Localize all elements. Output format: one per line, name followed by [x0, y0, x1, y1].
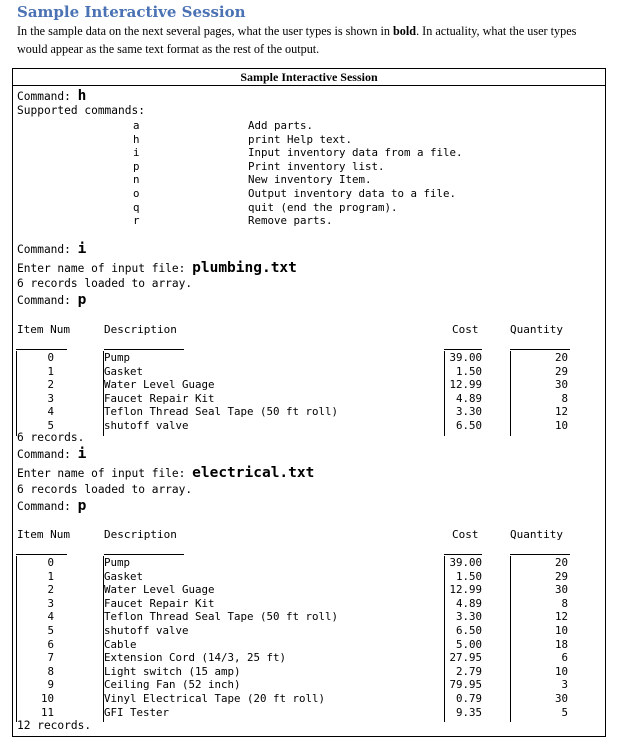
- table2-rule-item: [16, 554, 67, 555]
- table2-item-num: 1: [47, 569, 54, 583]
- table2-item-description: Teflon Thread Seal Tape (50 ft roll): [104, 610, 339, 624]
- table2-rule-cost: [444, 554, 482, 555]
- help-command-keys: [133, 119, 140, 228]
- table2-item-cost: 4.89: [455, 596, 482, 610]
- load-result-2: 6 records loaded to array.: [17, 483, 193, 496]
- help-command-description: Print inventory list.: [248, 159, 385, 173]
- table2-item-num: 9: [47, 678, 54, 692]
- table2-header-cost: Cost: [452, 528, 479, 541]
- table2-item-description: Pump: [104, 556, 131, 569]
- table1-item-cost: 39.00: [449, 351, 482, 364]
- table2-item-quantity: 29: [554, 569, 568, 583]
- table1-item-cost: 12.99: [449, 378, 482, 392]
- session-box: [12, 68, 606, 737]
- help-command-description: print Help text.: [248, 132, 353, 146]
- table2-item-quantity: 18: [554, 637, 568, 651]
- user-input-p-2: p: [77, 498, 87, 514]
- help-command-key: i: [133, 146, 140, 160]
- table2-header-description: Description: [104, 528, 177, 541]
- table2-item-num: 11: [40, 705, 54, 719]
- table2-item-cost: 1.50: [455, 569, 482, 583]
- table2-item-description: Extension Cord (14/3, 25 ft): [104, 651, 287, 665]
- table1-item-description: Teflon Thread Seal Tape (50 ft roll): [104, 405, 339, 419]
- user-input-i-1: i: [77, 241, 87, 257]
- table2-item-num: 7: [47, 651, 54, 665]
- help-command-key: r: [133, 214, 140, 228]
- table2-item-num: 4: [47, 610, 54, 624]
- table1-rule-quantity: [510, 349, 570, 350]
- table2-item-num: 2: [47, 583, 54, 597]
- intro-text-2: . In actuality, what the user types would appear as the same text format as the rest of the output.: [17, 24, 577, 56]
- table2-item-quantity: 30: [554, 691, 568, 705]
- table1-item-quantity: 10: [554, 418, 568, 432]
- table2-item-cost: 5.00: [455, 637, 482, 651]
- command-line-print-1: [17, 292, 86, 308]
- help-command-key: p: [133, 159, 140, 173]
- help-command-description: Input inventory data from a file.: [248, 146, 463, 160]
- user-input-i-2: i: [77, 446, 87, 462]
- table2-item-num: 5: [47, 623, 54, 637]
- table2-item-cost: 9.35: [455, 705, 482, 719]
- file-prompt-label: Enter name of input file:: [17, 262, 193, 275]
- file-prompt-2: [17, 465, 314, 481]
- table1-col-cost: [444, 351, 482, 433]
- intro-bold-word: bold: [393, 24, 417, 38]
- table2-item-description: GFI Tester: [104, 705, 170, 719]
- table2-item-cost: 3.30: [455, 610, 482, 624]
- help-command-description: Output inventory data to a file.: [248, 186, 457, 200]
- table2-header-item: Item Num: [17, 528, 70, 541]
- table1-item-num: 2: [47, 378, 54, 392]
- command-prompt: Command:: [17, 90, 78, 103]
- table2-col-description: [104, 556, 338, 719]
- table1-rule-description: [104, 349, 184, 350]
- table1-item-description: Faucet Repair Kit: [104, 391, 215, 405]
- table2-item-quantity: 10: [554, 623, 568, 637]
- help-command-key: n: [133, 173, 140, 187]
- table2-item-description: Water Level Guage: [104, 583, 215, 597]
- table2-item-description: Faucet Repair Kit: [104, 596, 215, 610]
- table2-header-quantity: Quantity: [510, 528, 563, 541]
- supported-commands-label: Supported commands:: [17, 104, 145, 117]
- table1-col-num: [16, 351, 54, 433]
- table1-item-cost: 6.50: [455, 418, 482, 432]
- table2-item-quantity: 5: [561, 705, 568, 719]
- command-line-input-1: [17, 241, 86, 257]
- table2-item-description: shutoff valve: [104, 623, 189, 637]
- table2-item-num: 10: [40, 691, 54, 705]
- table1-item-num: 3: [47, 391, 54, 405]
- table2-item-quantity: 3: [561, 678, 568, 692]
- help-command-description: quit (end the program).: [248, 200, 398, 214]
- table1-item-description: Gasket: [104, 364, 144, 378]
- help-command-description: Add parts.: [248, 119, 314, 132]
- table1-header-cost: Cost: [452, 323, 479, 336]
- table1-item-description: Water Level Guage: [104, 378, 215, 392]
- command-prompt: Command:: [17, 294, 78, 307]
- table2-item-quantity: 6: [561, 651, 568, 665]
- table1-item-cost: 4.89: [455, 391, 482, 405]
- help-command-key: o: [133, 186, 140, 200]
- table1-header-description: Description: [104, 323, 177, 336]
- table2-item-cost: 2.79: [455, 664, 482, 678]
- help-command-key: a: [133, 119, 140, 132]
- table2-rule-description: [104, 554, 184, 555]
- help-command-key: q: [133, 200, 140, 214]
- user-input-file-1: plumbing.txt: [192, 260, 297, 276]
- table1-rule-cost: [444, 349, 482, 350]
- command-line-help: [17, 88, 86, 104]
- table2-item-cost: 6.50: [455, 623, 482, 637]
- user-input-h: h: [77, 88, 87, 104]
- table1-item-num: 1: [47, 364, 54, 378]
- table1-item-cost: 1.50: [455, 364, 482, 378]
- command-prompt: Command:: [17, 448, 78, 461]
- table2-item-num: 3: [47, 596, 54, 610]
- command-prompt: Command:: [17, 500, 78, 513]
- file-prompt-1: [17, 260, 297, 276]
- table1-item-cost: 3.30: [455, 405, 482, 419]
- table1-footer: 6 records.: [17, 431, 85, 444]
- table2-item-cost: 12.99: [449, 583, 482, 597]
- table2-item-description: Ceiling Fan (52 inch): [104, 678, 241, 692]
- command-prompt: Command:: [17, 243, 78, 256]
- table1-item-description: Pump: [104, 351, 131, 364]
- table1-item-num: 4: [47, 405, 54, 419]
- table2-col-quantity: [510, 556, 568, 719]
- table1-item-quantity: 20: [554, 351, 568, 364]
- table1-header-quantity: Quantity: [510, 323, 563, 336]
- table2-item-num: 0: [47, 556, 54, 569]
- table2-col-num: [16, 556, 54, 719]
- help-command-descriptions: [248, 119, 463, 228]
- table2-item-cost: 0.79: [455, 691, 482, 705]
- table2-item-description: Cable: [104, 637, 137, 651]
- table2-item-num: 6: [47, 637, 54, 651]
- help-command-description: New inventory Item.: [248, 173, 372, 187]
- table1-item-quantity: 29: [554, 364, 568, 378]
- table2-item-quantity: 12: [554, 610, 568, 624]
- help-command-key: h: [133, 132, 140, 146]
- table2-item-cost: 27.95: [449, 651, 482, 665]
- table2-item-cost: 79.95: [449, 678, 482, 692]
- session-title: Sample Interactive Session: [13, 69, 605, 86]
- user-input-p-1: p: [77, 292, 87, 308]
- table2-item-quantity: 8: [561, 596, 568, 610]
- table2-item-description: Gasket: [104, 569, 144, 583]
- table2-item-num: 8: [47, 664, 54, 678]
- table2-item-quantity: 30: [554, 583, 568, 597]
- table2-footer: 12 records.: [17, 719, 92, 732]
- table1-item-quantity: 30: [554, 378, 568, 392]
- table1-header-item: Item Num: [17, 323, 70, 336]
- table1-rule-item: [16, 349, 67, 350]
- load-result-1: 6 records loaded to array.: [17, 277, 193, 290]
- command-line-input-2: [17, 446, 86, 462]
- table1-item-quantity: 8: [561, 391, 568, 405]
- table2-item-quantity: 10: [554, 664, 568, 678]
- table1-item-description: shutoff valve: [104, 418, 189, 432]
- table2-col-cost: [444, 556, 482, 719]
- table1-item-quantity: 12: [554, 405, 568, 419]
- table1-col-description: [104, 351, 338, 433]
- user-input-file-2: electrical.txt: [192, 465, 315, 481]
- table2-rule-quantity: [510, 554, 570, 555]
- help-command-description: Remove parts.: [248, 214, 333, 228]
- command-line-print-2: [17, 498, 86, 514]
- table2-item-description: Vinyl Electrical Tape (20 ft roll): [104, 691, 326, 705]
- table1-item-num: 5: [47, 418, 54, 432]
- table2-item-cost: 39.00: [449, 556, 482, 569]
- table2-item-quantity: 20: [554, 556, 568, 569]
- file-prompt-label: Enter name of input file:: [17, 467, 193, 480]
- table2-item-description: Light switch (15 amp): [104, 664, 241, 678]
- table1-col-quantity: [510, 351, 568, 433]
- page-heading: Sample Interactive Session: [17, 3, 246, 21]
- intro-text-1: In the sample data on the next several pages, what the user types is shown in: [17, 24, 394, 38]
- table1-item-num: 0: [47, 351, 54, 364]
- intro-paragraph: [17, 22, 597, 58]
